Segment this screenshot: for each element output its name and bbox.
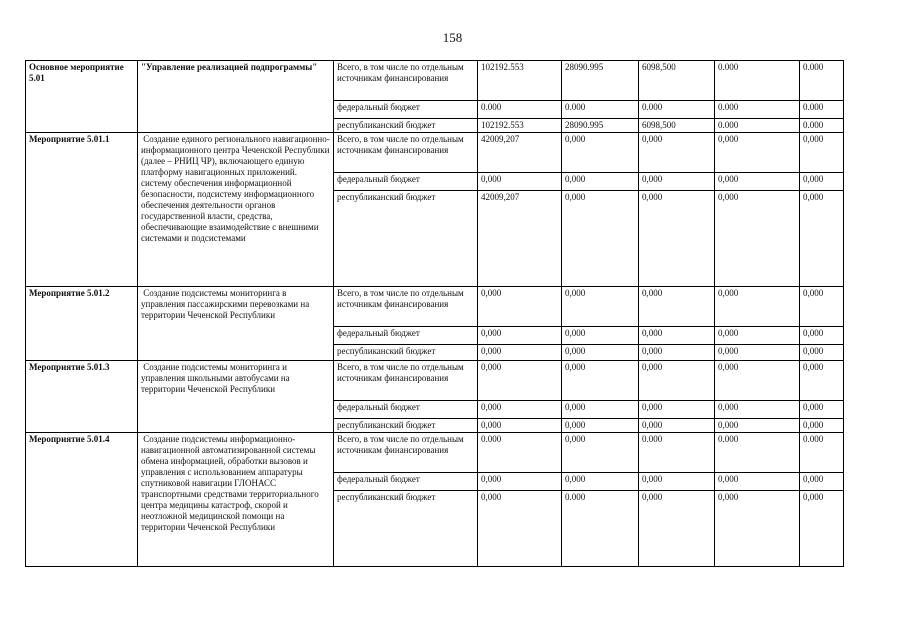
amount-cell: 0.000 xyxy=(639,101,715,119)
funding-source: республиканский бюджет xyxy=(334,419,478,433)
amount-cell: 0,000 xyxy=(800,345,844,361)
amount-cell: 0,000 xyxy=(715,419,800,433)
amount-cell: 0,000 xyxy=(478,473,562,491)
amount-cell: 0,000 xyxy=(800,173,844,191)
funding-source: Всего, в том числе по отдельным источникам финансирования xyxy=(334,361,478,401)
amount-cell: 0,000 xyxy=(639,327,715,345)
amount-cell: 0,000 xyxy=(800,327,844,345)
amount-cell: 42009,207 xyxy=(478,133,562,173)
activity-code: Мероприятие 5.01.4 xyxy=(26,433,138,567)
funding-source: Всего, в том числе по отдельным источникам финансирования xyxy=(334,433,478,473)
activity-name: Создание подсистемы мониторинга в управления пассажирскими перевозками на территории Чеченской Республики xyxy=(138,287,334,361)
amount-cell: 0.000 xyxy=(800,61,844,101)
amount-cell: 42009,207 xyxy=(478,191,562,287)
amount-cell: 0,000 xyxy=(800,191,844,287)
table-row xyxy=(26,133,844,173)
amount-cell: 0.000 xyxy=(715,433,800,473)
amount-cell: 0,000 xyxy=(800,361,844,401)
amount-cell: 0,000 xyxy=(562,173,639,191)
amount-cell: 0,000 xyxy=(715,327,800,345)
amount-cell: 0,000 xyxy=(800,419,844,433)
amount-cell: 0.000 xyxy=(800,101,844,119)
amount-cell: 0,000 xyxy=(715,173,800,191)
amount-cell: 0,000 xyxy=(478,327,562,345)
amount-cell: 0.000 xyxy=(715,101,800,119)
amount-cell: 0,000 xyxy=(562,191,639,287)
amount-cell: 0,000 xyxy=(478,401,562,419)
amount-cell: 0,000 xyxy=(562,361,639,401)
amount-cell: 0.000 xyxy=(715,61,800,101)
funding-source: республиканский бюджет xyxy=(334,119,478,133)
amount-cell: 0,000 xyxy=(639,345,715,361)
amount-cell: 0.000 xyxy=(478,101,562,119)
amount-cell: 28090.995 xyxy=(562,61,639,101)
amount-cell: 0,000 xyxy=(562,327,639,345)
funding-source: Всего, в том числе по отдельным источникам финансирования xyxy=(334,287,478,327)
amount-cell: 0,000 xyxy=(715,191,800,287)
table-row xyxy=(26,361,844,401)
funding-table-body xyxy=(26,61,844,567)
amount-cell: 0.000 xyxy=(562,101,639,119)
activity-name: Создание подсистемы информационно-навигационной автоматизированной системы обмена информацией, обработки вызовов и управления с использованием аппаратуры спутниковой навигации ГЛОНАСС транспортными средствами территориального центра медицины катастроф, скорой и неотложной медицинской помощи на территории Чеченской Республики xyxy=(138,433,334,567)
amount-cell: 0,000 xyxy=(800,473,844,491)
amount-cell: 0,000 xyxy=(639,419,715,433)
amount-cell: 0,000 xyxy=(562,401,639,419)
amount-cell: 0,000 xyxy=(639,401,715,419)
amount-cell: 0.000 xyxy=(800,433,844,473)
amount-cell: 102192.553 xyxy=(478,61,562,101)
amount-cell: 28090.995 xyxy=(562,119,639,133)
amount-cell: 6098,500 xyxy=(639,119,715,133)
amount-cell: 0.000 xyxy=(478,433,562,473)
amount-cell: 0,000 xyxy=(562,433,639,473)
activity-name: "Управление реализацией подпрограммы" xyxy=(138,61,334,133)
amount-cell: 0,000 xyxy=(715,361,800,401)
amount-cell: 0.000 xyxy=(715,119,800,133)
funding-source: федеральный бюджет xyxy=(334,401,478,419)
amount-cell: 0,000 xyxy=(800,401,844,419)
amount-cell: 0,000 xyxy=(715,133,800,173)
activity-name: Создание единого регионального навигационно-информационного центра Чеченской Республики (далее – РНИЦ ЧР), включающего единую платформу навигационных приложений. систему обеспечения информационной безопасности, подсистему информационного обеспечения деятельности органов государственной власти, средства, обеспечивающие взаимодействие с внешними системами и подсистемами xyxy=(138,133,334,287)
amount-cell: 0,000 xyxy=(715,287,800,327)
amount-cell: 0,000 xyxy=(639,173,715,191)
amount-cell: 0,000 xyxy=(478,173,562,191)
activity-code: Мероприятие 5.01.3 xyxy=(26,361,138,433)
amount-cell: 0,000 xyxy=(715,491,800,567)
amount-cell: 0,000 xyxy=(715,401,800,419)
amount-cell: 0,000 xyxy=(639,361,715,401)
amount-cell: 0.000 xyxy=(562,491,639,567)
activity-code: Основное мероприятие 5.01 xyxy=(26,61,138,133)
amount-cell: 0,000 xyxy=(639,133,715,173)
amount-cell: 0,000 xyxy=(800,287,844,327)
amount-cell: 6098,500 xyxy=(639,61,715,101)
funding-source: республиканский бюджет xyxy=(334,191,478,287)
funding-source: Всего, в том числе по отдельным источникам финансирования xyxy=(334,133,478,173)
amount-cell: 0.000 xyxy=(639,433,715,473)
amount-cell: 0,000 xyxy=(639,491,715,567)
table-row xyxy=(26,433,844,473)
amount-cell: 0,000 xyxy=(800,133,844,173)
amount-cell: 0,000 xyxy=(478,419,562,433)
table-row xyxy=(26,61,844,101)
funding-source: республиканский бюджет xyxy=(334,491,478,567)
amount-cell: 0,000 xyxy=(562,473,639,491)
amount-cell: 0,000 xyxy=(478,287,562,327)
amount-cell: 102192.553 xyxy=(478,119,562,133)
amount-cell: 0,000 xyxy=(562,419,639,433)
table-row xyxy=(26,287,844,327)
amount-cell: 0,000 xyxy=(639,287,715,327)
funding-source: Всего, в том числе по отдельным источникам финансирования xyxy=(334,61,478,101)
amount-cell: 0,000 xyxy=(639,473,715,491)
page-number: 158 xyxy=(442,30,463,45)
amount-cell: 0,000 xyxy=(478,345,562,361)
amount-cell: 0,000 xyxy=(478,361,562,401)
funding-source: федеральный бюджет xyxy=(334,173,478,191)
amount-cell: 0,000 xyxy=(800,491,844,567)
funding-source: федеральный бюджет xyxy=(334,101,478,119)
amount-cell: 0,000 xyxy=(562,287,639,327)
activity-name: Создание подсистемы мониторинга и управления школьными автобусами на территории Чеченской Республики xyxy=(138,361,334,433)
amount-cell: 0.000 xyxy=(800,119,844,133)
funding-source: федеральный бюджет xyxy=(334,327,478,345)
activity-code: Мероприятие 5.01.1 xyxy=(26,133,138,287)
amount-cell: 0,000 xyxy=(715,473,800,491)
amount-cell: 0,000 xyxy=(715,345,800,361)
amount-cell: 0,000 xyxy=(639,191,715,287)
activity-code: Мероприятие 5.01.2 xyxy=(26,287,138,361)
amount-cell: 0,000 xyxy=(562,345,639,361)
funding-table xyxy=(25,60,844,567)
amount-cell: 0,000 xyxy=(562,133,639,173)
amount-cell: 0,000 xyxy=(478,491,562,567)
funding-source: федеральный бюджет xyxy=(334,473,478,491)
funding-source: республиканский бюджет xyxy=(334,345,478,361)
